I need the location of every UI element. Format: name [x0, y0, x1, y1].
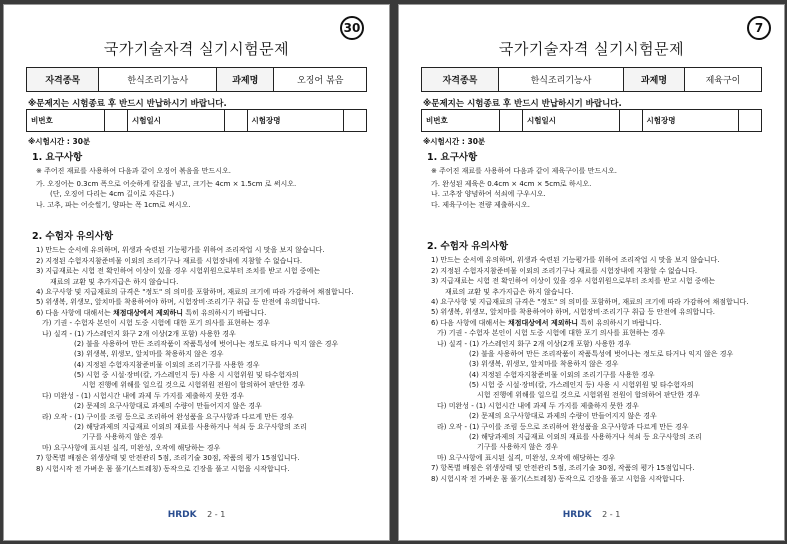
- exam-place-field[interactable]: [739, 110, 762, 132]
- note-subline: 라) 오작 - (1) 구이를 조림 등으로 조리하여 완성품을 요구사항과 다르게 만든 경우: [42, 412, 294, 421]
- note-subline: 라) 오작 - (1) 구이를 조림 등으로 조리하여 완성품을 요구사항과 다르게 만든 경우: [437, 422, 689, 431]
- requirements-title: 1. 요구사항: [32, 152, 83, 163]
- note-line: 5) 위생복, 위생모, 앞치마를 착용하여야 하며, 시험장비·조리기구 취급 등 안전에 유의합니다.: [431, 308, 715, 317]
- requirement-line: 가. 완성된 제육은 0.4cm × 4cm × 5cm로 하시오.: [431, 179, 592, 188]
- note-subline: (2) 문제의 요구사항대로 과제의 수량이 만들어지지 않은 경우: [74, 402, 262, 411]
- exam-place-field[interactable]: [344, 110, 367, 132]
- page-number-badge: 30: [340, 16, 364, 40]
- note-subline: 8) 시험시작 전 가벼운 몸 풀기(스트레칭) 동작으로 긴장을 풀고 시험을 시작합니다.: [431, 474, 685, 483]
- exam-number-field[interactable]: [500, 110, 523, 132]
- note-line: 1) 만드는 순서에 유의하며, 위생과 숙련된 기능평가를 위하여 조리작업 시 맛을 보지 않습니다.: [36, 246, 325, 255]
- note-subline: 기구를 사용하지 않은 경우: [82, 433, 164, 442]
- task-value: 오징어 볶음: [274, 68, 367, 92]
- page-title: 국가기술자격 실기시험문제: [103, 40, 290, 58]
- exam-date-field[interactable]: [619, 110, 642, 132]
- note-line: 4) 요구사항 및 지급재료의 규격은 "정도" 의 의미를 포함하며, 재료의 크기에 따라 가감하여 채점합니다.: [431, 297, 749, 306]
- requirement-line: (단, 오징어 다리는 4cm 길이로 자른다.): [50, 190, 175, 199]
- note-subline: (2) 해당과제의 지급재료 이외의 재료를 사용하거나 석쇠 등 요구사항의 조리: [469, 433, 702, 442]
- hrdk-logo: HRDK: [562, 510, 592, 520]
- exam-date-label: 시험일시: [523, 110, 620, 132]
- notes-section: [28, 231, 373, 475]
- exam-info-table: [26, 109, 367, 132]
- qualification-value: 한식조리기능사: [99, 68, 217, 92]
- note-line: 5) 위생복, 위생모, 앞치마를 착용하여야 하며, 시험장비·조리기구 취급 등 안전에 유의합니다.: [36, 298, 320, 307]
- note-subline: 시험 진행에 위해를 일으킬 것으로 시험위원 전원이 합의하여 판단한 경우: [82, 381, 305, 390]
- note-subline: (2) 문제의 요구사항대로 과제의 수량이 만들어지지 않은 경우: [469, 412, 657, 421]
- exam-place-label: 시험장명: [642, 110, 739, 132]
- requirements-section: [423, 152, 768, 211]
- page-title: 국가기술자격 실기시험문제: [498, 40, 685, 58]
- note-subline: (5) 시험 중 시설·장비(칼, 가스레인지 등) 사용 시 시험위원 및 타수험자의: [469, 381, 694, 390]
- info-table: [421, 67, 762, 92]
- page-number-badge: 7: [747, 16, 771, 40]
- notes-section: [423, 241, 768, 485]
- exam-date-label: 시험일시: [128, 110, 225, 132]
- note-subline: 다) 미완성 - (1) 시험시간 내에 과제 두 가지를 제출하지 못한 경우: [437, 401, 639, 410]
- note-subline: 나) 실격 - (1) 가스레인지 화구 2개 이상(2개 포함) 사용한 경우: [437, 339, 631, 348]
- note-line: 2) 지정된 수험자지참준비물 이외의 조리기구나 재료를 시험장내에 지참할 수 없습니다.: [431, 266, 698, 275]
- note-line: 6) 다음 사항에 대해서는 채점대상에서 제외하니 특히 유의하시기 바랍니다.: [431, 318, 662, 327]
- exam-time: ※시험시간 : 30분: [423, 137, 486, 146]
- footer-page-number: 2 - 1: [602, 510, 621, 519]
- note-line: 3) 지급재료는 시험 전 확인하여 이상이 있을 경우 시험위원으로부터 조치를 받고 시험 중에는: [431, 277, 716, 286]
- hrdk-logo: HRDK: [167, 510, 197, 520]
- requirements-section: [28, 152, 373, 211]
- note-subline: (5) 시험 중 시설·장비(칼, 가스레인지 등) 사용 시 시험위원 및 타수험자의: [74, 371, 299, 380]
- requirements-title: 1. 요구사항: [427, 152, 478, 163]
- requirement-line: 나. 고추장 양념하여 석쇠에 구우시오.: [431, 190, 546, 199]
- requirement-line: 나. 고추, 파는 어슷썰기, 양파는 폭 1cm로 써시오.: [36, 200, 191, 209]
- note-line: 3) 지급재료는 시험 전 확인하여 이상이 있을 경우 시험위원으로부터 조치를 받고 시험 중에는: [36, 267, 321, 276]
- exam-info-table: [421, 109, 762, 132]
- return-notice: ※문제지는 시험종료 후 반드시 반납하시기 바랍니다.: [28, 99, 227, 109]
- note-subline: 가) 기권 - 수험자 본인이 시험 도중 시험에 대한 포기 의사를 표현하는 경우: [437, 329, 666, 338]
- notes-sublist: [28, 319, 373, 473]
- note-subline: 7) 항목별 배점은 위생상태 및 안전관리 5점, 조리기술 30점, 작품의 평가 15점입니다.: [36, 454, 300, 463]
- requirement-line: 다. 제육구이는 전량 제출하시오.: [431, 200, 531, 209]
- note-subline: 마) 요구사항에 표시된 실격, 미완성, 오작에 해당하는 경우: [437, 453, 616, 462]
- task-value: 제육구이: [684, 68, 761, 92]
- exam-number-field[interactable]: [105, 110, 128, 132]
- exam-place-label: 시험장명: [247, 110, 344, 132]
- task-label: 과제명: [624, 68, 685, 92]
- note-subline: 기구를 사용하지 않은 경우: [477, 443, 559, 452]
- note-line: 4) 요구사항 및 지급재료의 규격은 "정도" 의 의미를 포함하며, 재료의 크기에 따라 가감하여 채점합니다.: [36, 287, 354, 296]
- note-subline: 가) 기권 - 수험자 본인이 시험 도중 시험에 대한 포기 의사를 표현하는 경우: [42, 319, 271, 328]
- emphasis-text: 채점대상에서 제외하니: [507, 318, 579, 327]
- note-subline: 7) 항목별 배점은 위생상태 및 안전관리 5점, 조리기술 30점, 작품의 평가 15점입니다.: [431, 464, 695, 473]
- requirement-line: ※ 주어진 재료를 사용하여 다음과 같이 제육구이를 만드시오.: [431, 167, 617, 176]
- requirement-line: 가. 오징어는 0.3cm 폭으로 어슷하게 칼집을 넣고, 크기는 4cm × 1.5cm 로 써시오.: [36, 179, 297, 188]
- task-label: 과제명: [217, 68, 274, 92]
- exam-number-label: 비번호: [27, 110, 105, 132]
- qualification-label: 자격종목: [27, 68, 99, 92]
- exam-page-left: [3, 4, 390, 541]
- notes-title: 2. 수험자 유의사항: [427, 241, 509, 252]
- note-subline: (4) 지정된 수험자지참준비물 이외의 조리기구를 사용한 경우: [469, 370, 655, 379]
- note-subline: 8) 시험시작 전 가벼운 몸 풀기(스트레칭) 동작으로 긴장을 풀고 시험을 시작합니다.: [36, 464, 290, 473]
- exam-date-field[interactable]: [224, 110, 247, 132]
- note-line: 재료의 교환 및 추가지급은 하지 않습니다.: [445, 287, 574, 296]
- note-subline: 나) 실격 - (1) 가스레인지 화구 2개 이상(2개 포함) 사용한 경우: [42, 329, 236, 338]
- requirement-line: ※ 주어진 재료를 사용하여 다음과 같이 오징어 볶음을 만드시오.: [36, 167, 231, 176]
- qualification-value: 한식조리기능사: [498, 68, 623, 92]
- note-subline: (4) 지정된 수험자지참준비물 이외의 조리기구를 사용한 경우: [74, 360, 260, 369]
- info-table: [26, 67, 367, 92]
- note-subline: (3) 위생복, 위생모, 앞치마를 착용하지 않은 경우: [469, 360, 619, 369]
- note-line: 2) 지정된 수험자지참준비물 이외의 조리기구나 재료를 시험장내에 지참할 수 없습니다.: [36, 256, 303, 265]
- notes-title: 2. 수험자 유의사항: [32, 231, 114, 242]
- note-line: 6) 다음 사항에 대해서는 채점대상에서 제외하니 특히 유의하시기 바랍니다.: [36, 308, 267, 317]
- exam-number-label: 비번호: [422, 110, 500, 132]
- note-subline: (2) 불을 사용하여 만든 조리작품이 작품특성에 벗어나는 정도로 타거나 익지 않은 경우: [74, 339, 339, 348]
- notes-sublist: [423, 329, 768, 483]
- note-subline: (2) 불을 사용하여 만든 조리작품이 작품특성에 벗어나는 정도로 타거나 익지 않은 경우: [469, 349, 734, 358]
- emphasis-text: 채점대상에서 제외하니: [112, 308, 184, 317]
- note-line: 1) 만드는 순서에 유의하며, 위생과 숙련된 기능평가를 위하여 조리작업 시 맛을 보지 않습니다.: [431, 256, 720, 265]
- exam-time: ※시험시간 : 30분: [28, 137, 91, 146]
- note-subline: 시험 진행에 위해를 일으킬 것으로 시험위원 전원이 합의하여 판단한 경우: [477, 391, 700, 400]
- page-footer: [4, 510, 389, 520]
- note-line: 재료의 교환 및 추가지급은 하지 않습니다.: [50, 277, 179, 286]
- page-footer: [399, 510, 784, 520]
- note-subline: 다) 미완성 - (1) 시험시간 내에 과제 두 가지를 제출하지 못한 경우: [42, 391, 244, 400]
- note-subline: 마) 요구사항에 표시된 실격, 미완성, 오작에 해당하는 경우: [42, 443, 221, 452]
- note-subline: (2) 해당과제의 지급재료 이외의 재료를 사용하거나 석쇠 등 요구사항의 조리: [74, 423, 307, 432]
- note-subline: (3) 위생복, 위생모, 앞치마를 착용하지 않은 경우: [74, 350, 224, 359]
- return-notice: ※문제지는 시험종료 후 반드시 반납하시기 바랍니다.: [423, 99, 622, 109]
- exam-page-right: [398, 4, 785, 541]
- qualification-label: 자격종목: [422, 68, 499, 92]
- footer-page-number: 2 - 1: [207, 510, 226, 519]
